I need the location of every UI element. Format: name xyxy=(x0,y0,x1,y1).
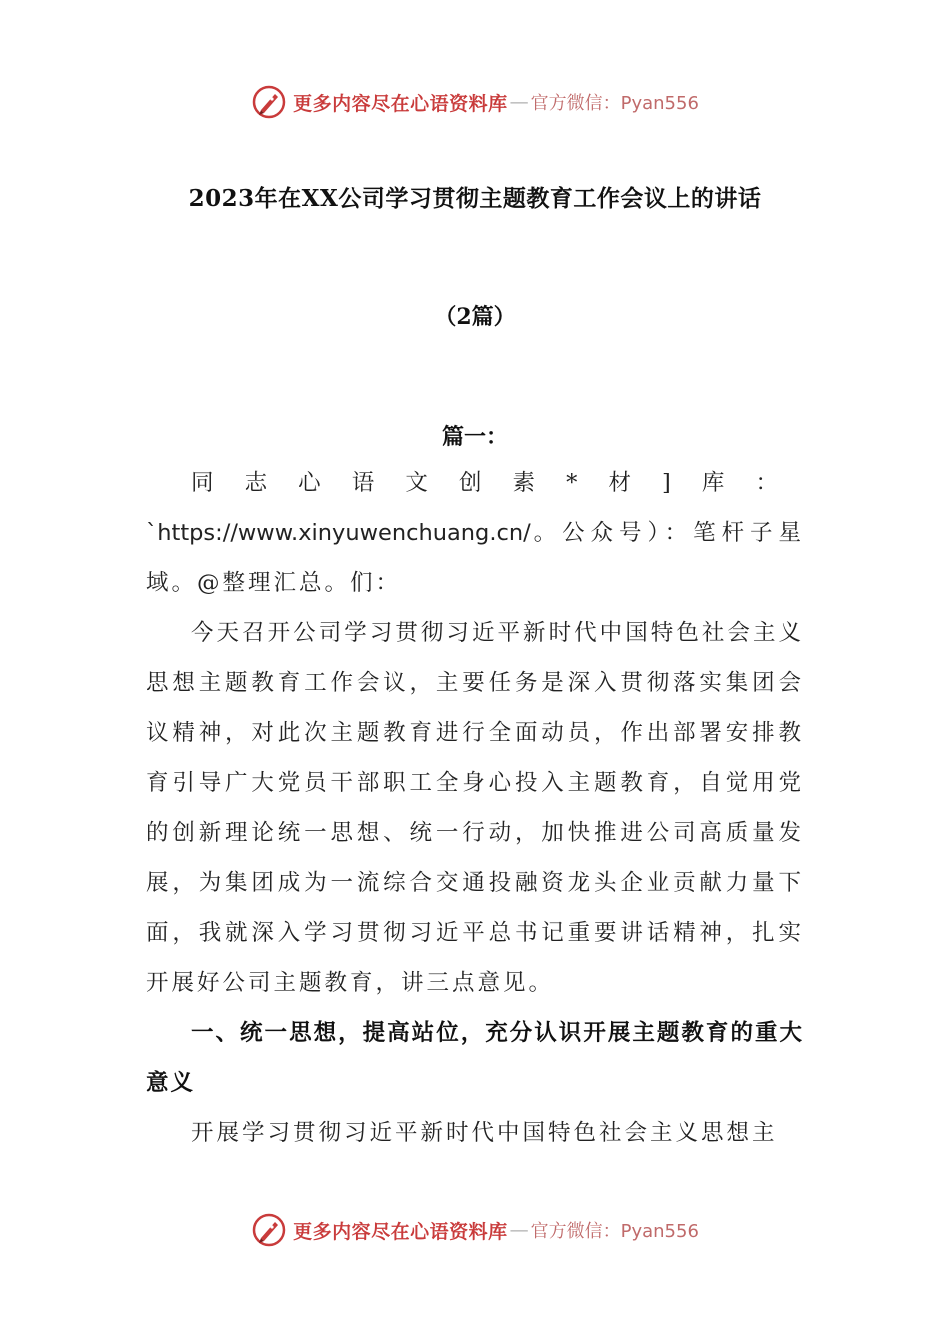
document-body xyxy=(146,458,804,1158)
pen-nib-logo-icon xyxy=(251,84,287,120)
watermark-dash: — xyxy=(509,91,529,113)
opening-suffix: 。公众号）：笔杆子星域。@整理汇总。们： xyxy=(146,520,804,596)
paragraph-1: 今天召开公司学习贯彻习近平新时代中国特色社会主义思想主题教育工作会议，主要任务是深入贯彻落实集团会议精神，对此次主题教育进行全面动员，作出部署安排教育引导广大党员干部职工全身心投入主题教育，自觉用党的创新理论统一思想、统一行动，加快推进公司高质量发展，为集团成为一流综合交通投融资龙头企业贡献力量下面，我就深入学习贯彻习近平总书记重要讲话精神，扎实开展好公司主题教育，讲三点意见。 xyxy=(146,620,804,996)
watermark-brand: 更多内容尽在心语资料库 xyxy=(293,92,508,115)
opening-url: `https://www.xinyuwenchuang.cn/ xyxy=(146,520,531,546)
pen-nib-logo-icon xyxy=(251,1212,287,1248)
watermark-footer xyxy=(0,1210,950,1250)
watermark-contact: 官方微信：Pyan556 xyxy=(530,93,699,114)
watermark-header xyxy=(0,82,950,122)
document-title: 2023年在XX公司学习贯彻主题教育工作会议上的讲话 xyxy=(188,185,762,212)
section-label: 篇一： xyxy=(441,424,508,450)
opening-prefix: 同志心语文创素*材]库： xyxy=(191,470,804,496)
watermark-dash: — xyxy=(509,1219,529,1241)
document-subtitle: （2篇） xyxy=(434,304,516,330)
heading-1: 一、统一思想，提高站位，充分认识开展主题教育的重大意义 xyxy=(146,1020,804,1096)
paragraph-2: 开展学习贯彻习近平新时代中国特色社会主义思想主 xyxy=(191,1120,778,1146)
watermark-contact: 官方微信：Pyan556 xyxy=(530,1221,699,1242)
watermark-brand: 更多内容尽在心语资料库 xyxy=(293,1220,508,1243)
opening-paragraph xyxy=(146,458,804,608)
